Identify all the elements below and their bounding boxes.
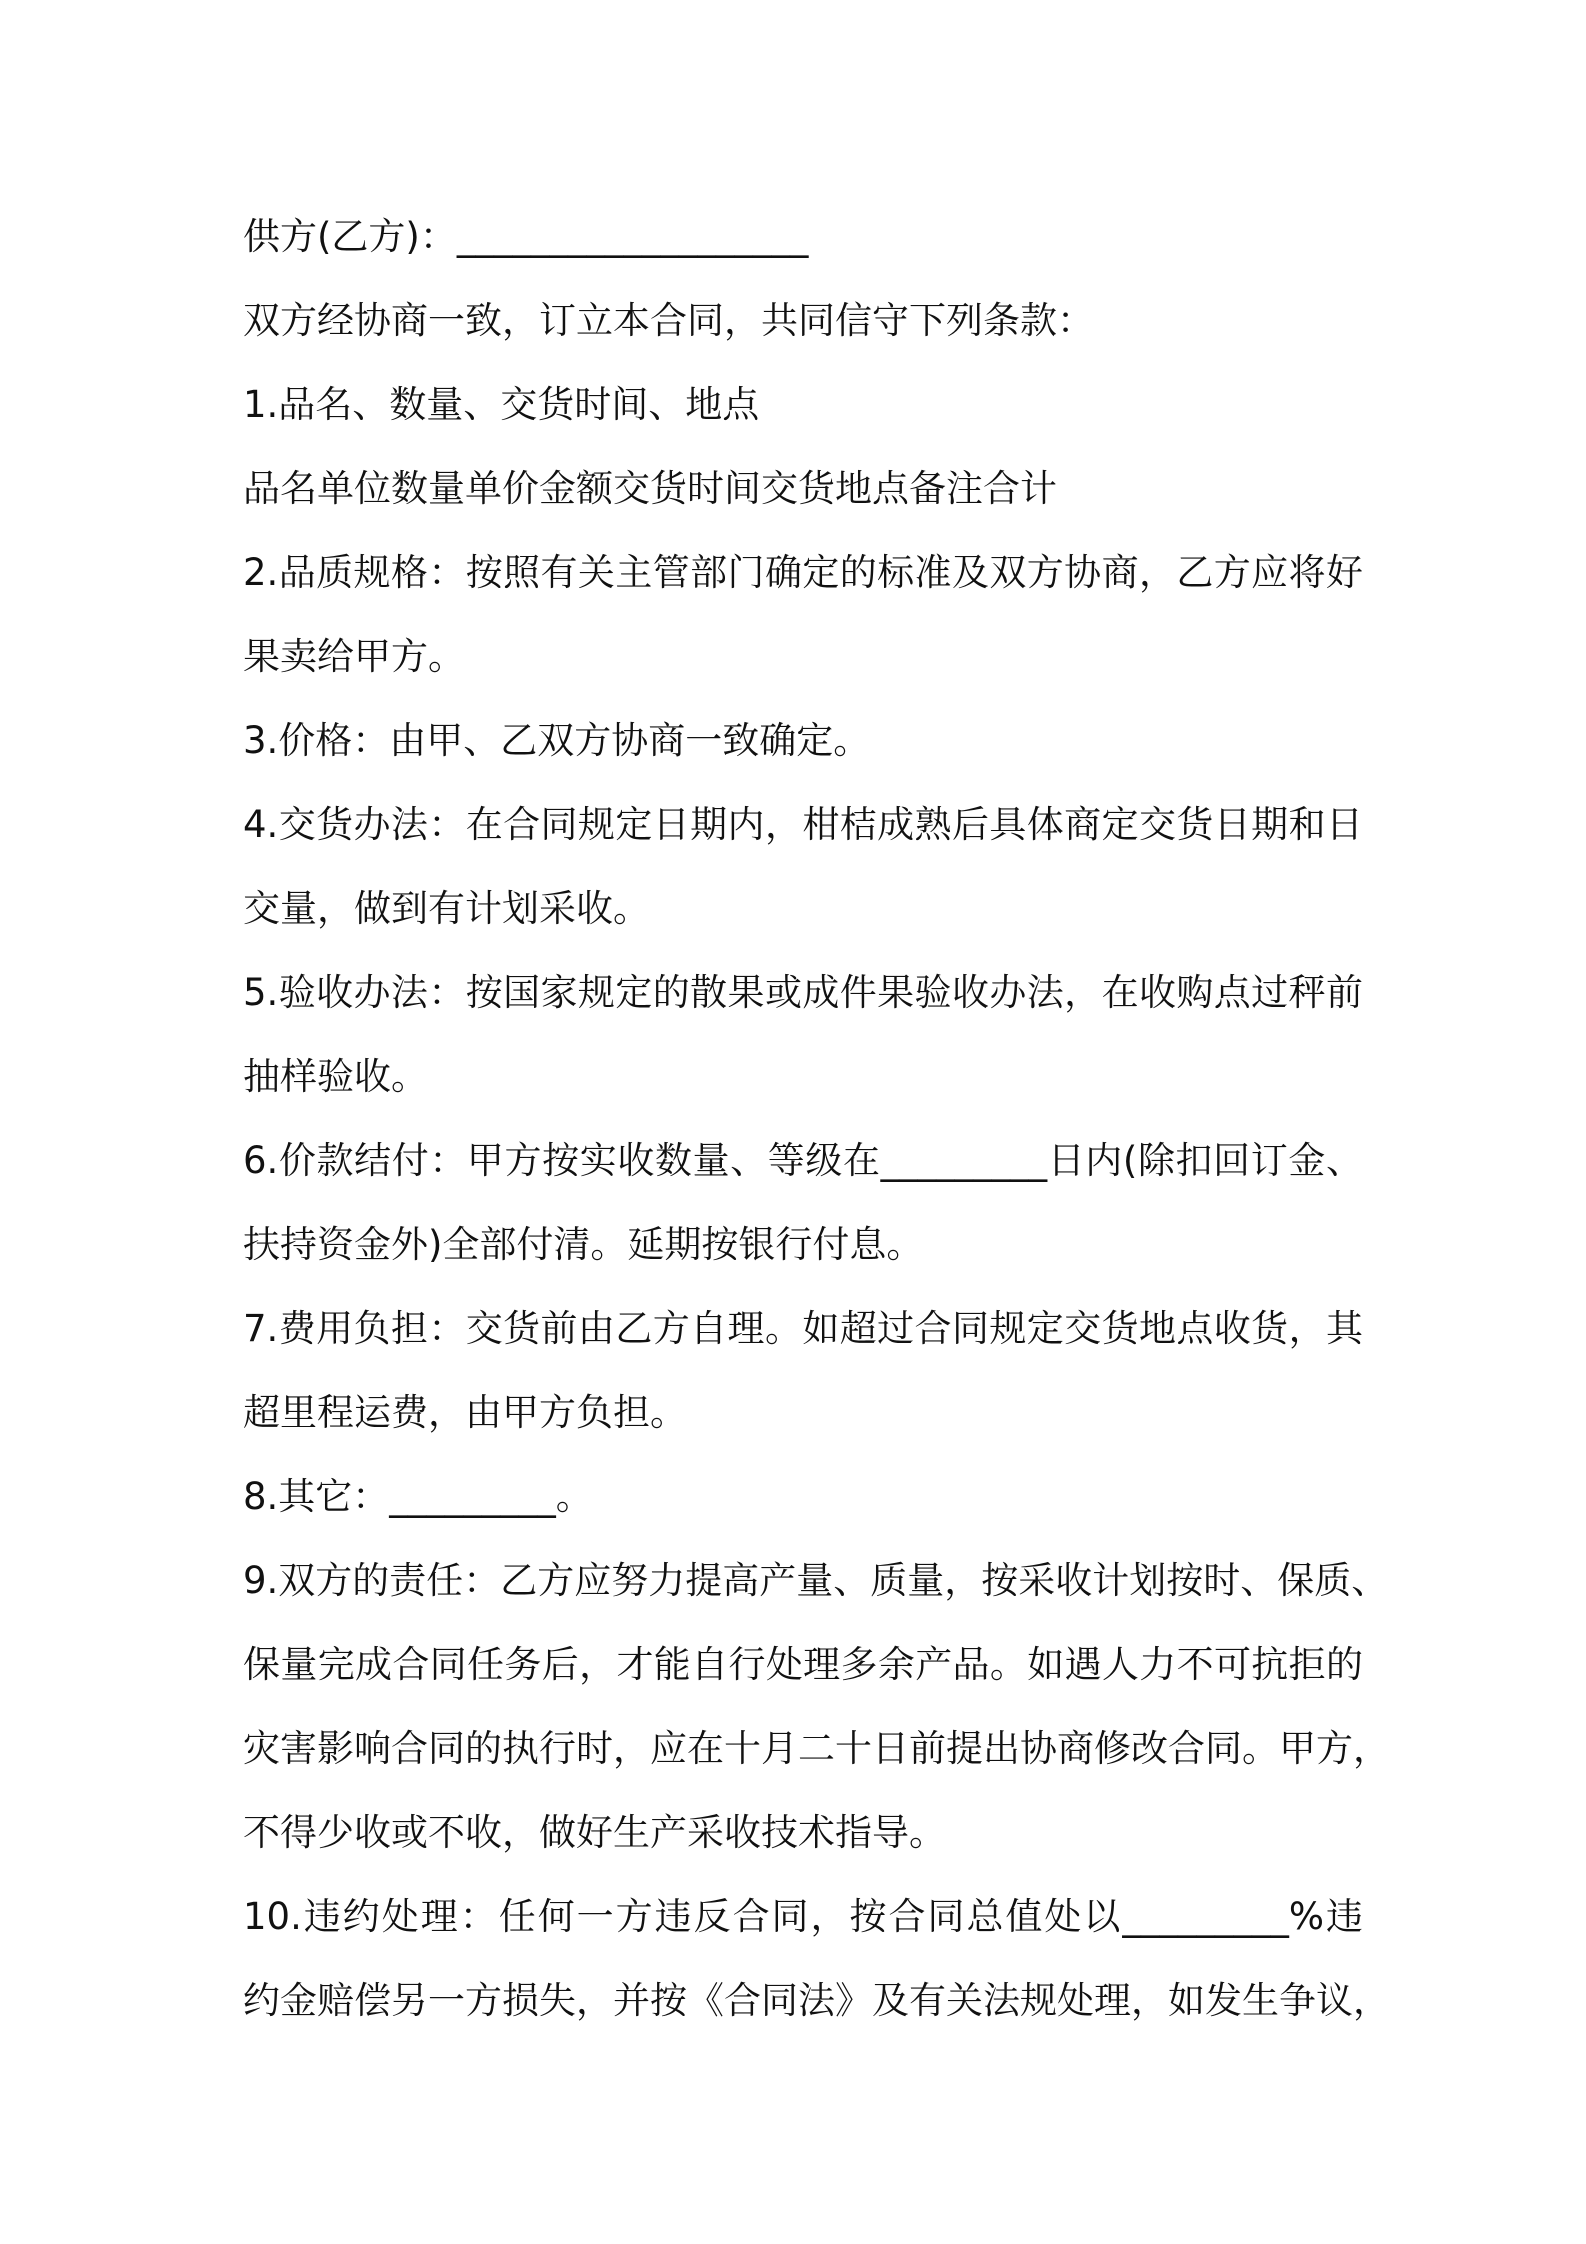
clause-9-line-1: 9.双方的责任：乙方应努力提高产量、质量，按采收计划按时、保质、	[243, 1559, 1389, 1602]
clause-7-line-1: 7.费用负担：交货前由乙方自理。如超过合同规定交货地点收货，其	[243, 1307, 1363, 1350]
clause-9-line-2: 保量完成合同任务后，才能自行处理多余产品。如遇人力不可抗拒的	[243, 1643, 1363, 1686]
clause-8-line: 8.其它：_________。	[243, 1475, 593, 1518]
clause-10-line-1: 10.违约处理：任何一方违反合同，按合同总值处以_________%违	[243, 1895, 1363, 1938]
clause-9-line-3: 灾害影响合同的执行时，应在十月二十日前提出协商修改合同。甲方，	[243, 1727, 1390, 1770]
clause-5-line-1: 5.验收办法：按国家规定的散果或成件果验收办法，在收购点过秤前	[243, 971, 1363, 1014]
supplier-line: 供方(乙方)：___________________	[243, 215, 809, 258]
clause-6-line-1: 6.价款结付：甲方按实收数量、等级在_________日内(除扣回订金、	[243, 1139, 1363, 1182]
clause-1-title: 1.品名、数量、交货时间、地点	[243, 383, 760, 426]
contract-body	[243, 195, 1390, 2043]
clause-5-line-2: 抽样验收。	[243, 1055, 428, 1098]
clause-10-line-2: 约金赔偿另一方损失，并按《合同法》及有关法规处理，如发生争议，	[243, 1979, 1390, 2022]
clause-2-line-1: 2.品质规格：按照有关主管部门确定的标准及双方协商，乙方应将好	[243, 551, 1363, 594]
clause-7-line-2: 超里程运费，由甲方负担。	[243, 1391, 687, 1434]
clause-2-line-2: 果卖给甲方。	[243, 635, 465, 678]
clause-3-line: 3.价格：由甲、乙双方协商一致确定。	[243, 719, 871, 762]
clause-9-line-4: 不得少收或不收，做好生产采收技术指导。	[243, 1811, 946, 1854]
clause-4-line-2: 交量，做到有计划采收。	[243, 887, 650, 930]
clause-4-line-1: 4.交货办法：在合同规定日期内，柑桔成熟后具体商定交货日期和日	[243, 803, 1363, 846]
preamble-line: 双方经协商一致，订立本合同，共同信守下列条款：	[243, 299, 1094, 342]
clause-1-fields: 品名单位数量单价金额交货时间交货地点备注合计	[243, 467, 1057, 510]
clause-6-line-2: 扶持资金外)全部付清。延期按银行付息。	[243, 1223, 924, 1266]
